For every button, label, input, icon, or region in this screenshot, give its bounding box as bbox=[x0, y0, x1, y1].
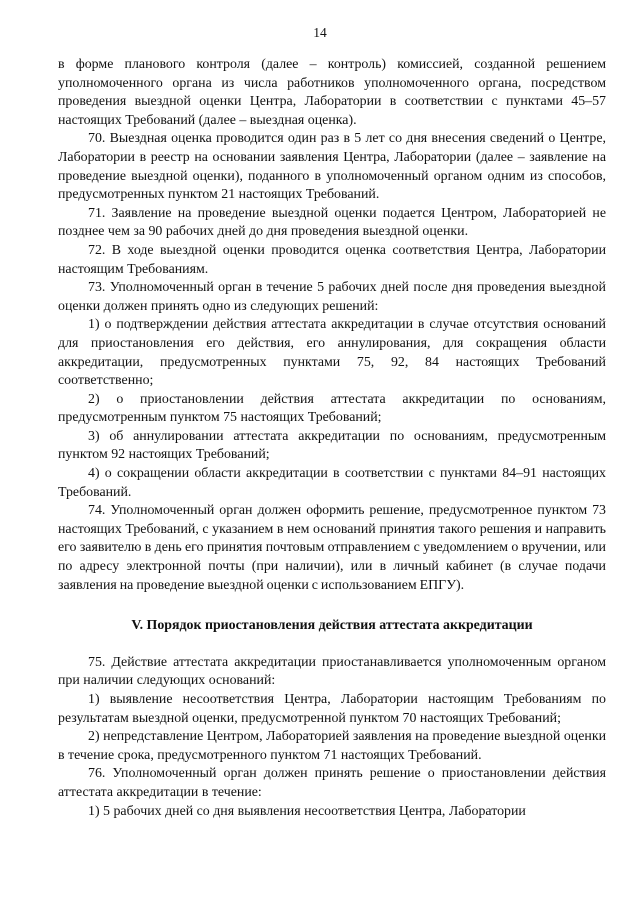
paragraph-76-item-1: 1) 5 рабочих дней со дня выявления несоответствия Центра, Лаборатории bbox=[88, 803, 526, 819]
paragraph-74: 74. Уполномоченный орган должен оформить решение, предусмотренное пунктом 73 настоящих Требований, с указанием в нем оснований принятия такого решения и направить его заявителю в день его принятия почтовым отправлением с уведомлением о вручении, или по адресу электронной почты (при наличии), или в личный кабинет (в случае подачи заявления на проведение выездной оценки с использованием ЕПГУ). bbox=[58, 503, 606, 593]
document-body bbox=[58, 56, 606, 821]
paragraph-76: 76. Уполномоченный орган должен принять решение о приостановлении действия аттестата аккредитации в течение: bbox=[58, 766, 606, 800]
section-heading: V. Порядок приостановления действия аттестата аккредитации bbox=[131, 618, 533, 634]
paragraph-69-continuation: в форме планового контроля (далее – контроль) комиссией, созданной решением уполномоченного органа из числа работников уполномоченного органа, посредством проведения выездной оценки Центра, Лаборатории в соответствии с пунктами 45–57 настоящих Требований (далее – выездная оценка). bbox=[58, 57, 606, 128]
paragraph-73-item-2: 2) о приостановлении действия аттестата аккредитации по основаниям, предусмотренным пунктом 75 настоящих Требований; bbox=[58, 391, 606, 426]
paragraph-73-item-3: 3) об аннулировании аттестата аккредитации по основаниям, предусмотренным пунктом 92 настоящих Требований; bbox=[58, 428, 606, 463]
paragraph-75-item-2: 2) непредставление Центром, Лабораторией заявления на проведение выездной оценки в течение срока, предусмотренного пунктом 71 настоящих Требований. bbox=[58, 729, 606, 763]
page-number: 14 bbox=[313, 25, 327, 40]
paragraph-75: 75. Действие аттестата аккредитации приостанавливается уполномоченным органом при наличии следующих оснований: bbox=[58, 654, 606, 689]
paragraph-73-item-4: 4) о сокращении области аккредитации в соответствии с пунктами 84–91 настоящих Требований. bbox=[58, 466, 606, 500]
paragraph-73: 73. Уполномоченный орган в течение 5 рабочих дней после дня проведения выездной оценки должен принять одно из следующих решений: bbox=[58, 280, 606, 314]
paragraph-72: 72. В ходе выездной оценки проводится оценка соответствия Центра, Лаборатории настоящим Требованиям. bbox=[58, 242, 606, 277]
paragraph-75-item-1: 1) выявление несоответствия Центра, Лаборатории настоящим Требованиям по результатам выездной оценки, предусмотренной пунктом 70 настоящих Требований; bbox=[58, 692, 606, 726]
paragraph-71: 71. Заявление на проведение выездной оценки подается Центром, Лабораторией не позднее чем за 90 рабочих дней до дня проведения выездной оценки. bbox=[58, 205, 606, 240]
paragraph-73-item-1: 1) о подтверждении действия аттестата аккредитации в случае отсутствия оснований для приостановления его действия, его аннулирования, для сокращения области аккредитации, предусмотренных пунктами 75, 92, 84 настоящих Требований соответственно; bbox=[58, 317, 606, 389]
paragraph-70: 70. Выездная оценка проводится один раз в 5 лет со дня внесения сведений о Центре, Лаборатории в реестр на основании заявления Центра, Лаборатории (далее – заявление на проведение выездной оценки), поданного в уполномоченный органом одним из способов, предусмотренных пунктом 21 настоящих Требований. bbox=[58, 131, 606, 203]
